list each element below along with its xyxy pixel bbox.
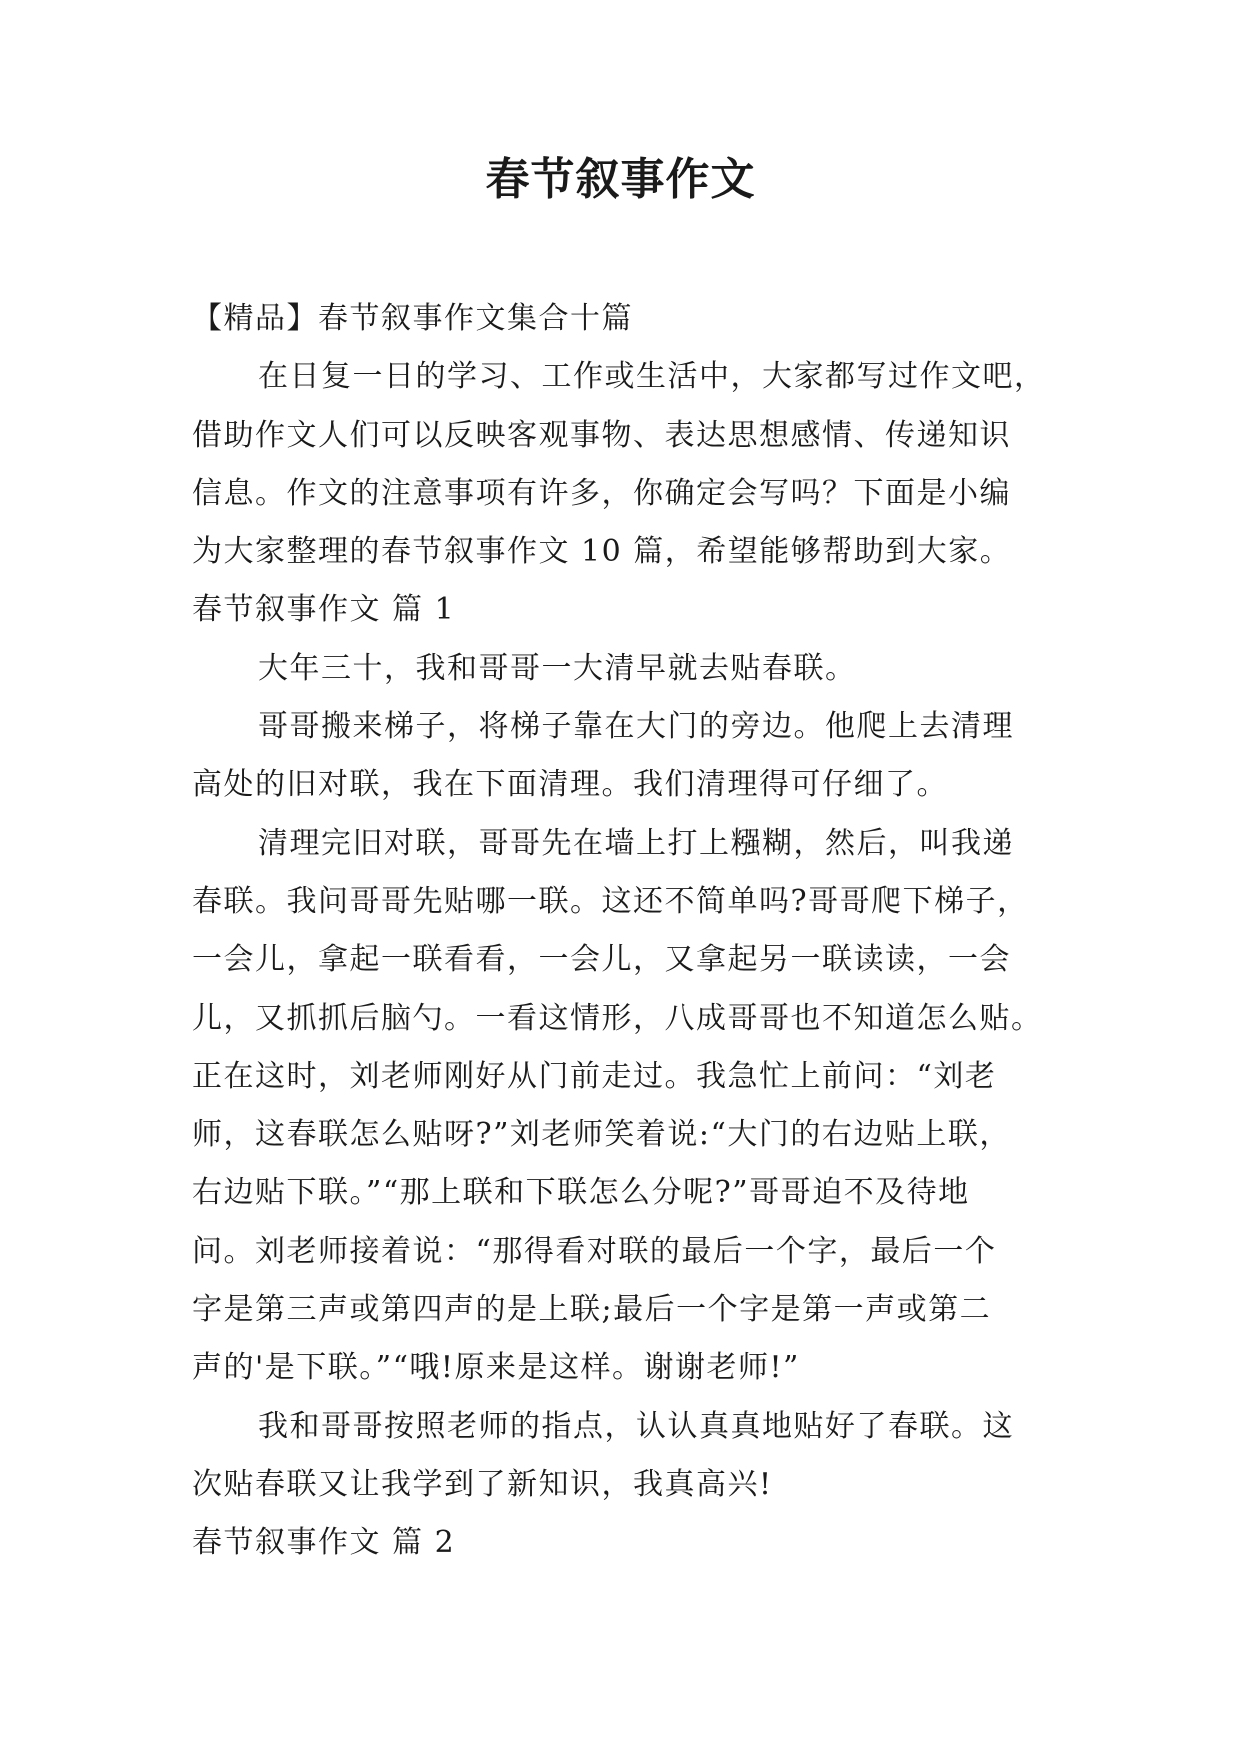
body-line: 师，这春联怎么贴呀?”刘老师笑着说:“大门的右边贴上联，	[192, 1117, 1011, 1153]
section-heading: 春节叙事作文 篇 1	[192, 592, 456, 628]
body-line: 哥哥搬来梯子，将梯子靠在大门的旁边。他爬上去清理	[258, 709, 1014, 745]
document-title: 春节叙事作文	[485, 154, 756, 205]
section-heading: 春节叙事作文 篇 2	[192, 1525, 456, 1561]
body-line: 为大家整理的春节叙事作文 10 篇，希望能够帮助到大家。	[192, 534, 1012, 570]
body-line: 我和哥哥按照老师的指点，认认真真地贴好了春联。这	[258, 1408, 1014, 1444]
body-line: 大年三十，我和哥哥一大清早就去贴春联。	[258, 650, 857, 686]
body-line: 右边贴下联。”“那上联和下联怎么分呢?”哥哥迫不及待地	[192, 1175, 970, 1211]
body-line: 春联。我问哥哥先贴哪一联。这还不简单吗?哥哥爬下梯子，	[192, 883, 1029, 919]
body-line: 次贴春联又让我学到了新知识，我真高兴!	[192, 1466, 773, 1502]
document-body	[192, 290, 1062, 1573]
body-line: 正在这时，刘老师刚好从门前走过。我急忙上前问：“刘老	[192, 1058, 997, 1094]
body-line: 清理完旧对联，哥哥先在墙上打上糨糊，然后，叫我递	[258, 825, 1014, 861]
body-line: 在日复一日的学习、工作或生活中，大家都写过作文吧，	[258, 359, 1046, 395]
body-line: 儿，又抓抓后脑勺。一看这情形，八成哥哥也不知道怎么贴。	[192, 1000, 1043, 1036]
body-line: 问。刘老师接着说：“那得看对联的最后一个字，最后一个	[192, 1233, 997, 1269]
body-line: 字是第三声或第四声的是上联;最后一个字是第一声或第二	[192, 1292, 992, 1328]
body-line: 声的'是下联。”“哦!原来是这样。谢谢老师!”	[192, 1350, 800, 1386]
body-line: 一会儿，拿起一联看看，一会儿，又拿起另一联读读，一会	[192, 942, 1011, 978]
body-line: 信息。作文的注意事项有许多，你确定会写吗？下面是小编	[192, 475, 1011, 511]
body-line: 借助作文人们可以反映客观事物、表达思想感情、传递知识	[192, 417, 1011, 453]
body-line: 【精品】春节叙事作文集合十篇	[192, 301, 633, 336]
body-line: 高处的旧对联，我在下面清理。我们清理得可仔细了。	[192, 767, 948, 803]
